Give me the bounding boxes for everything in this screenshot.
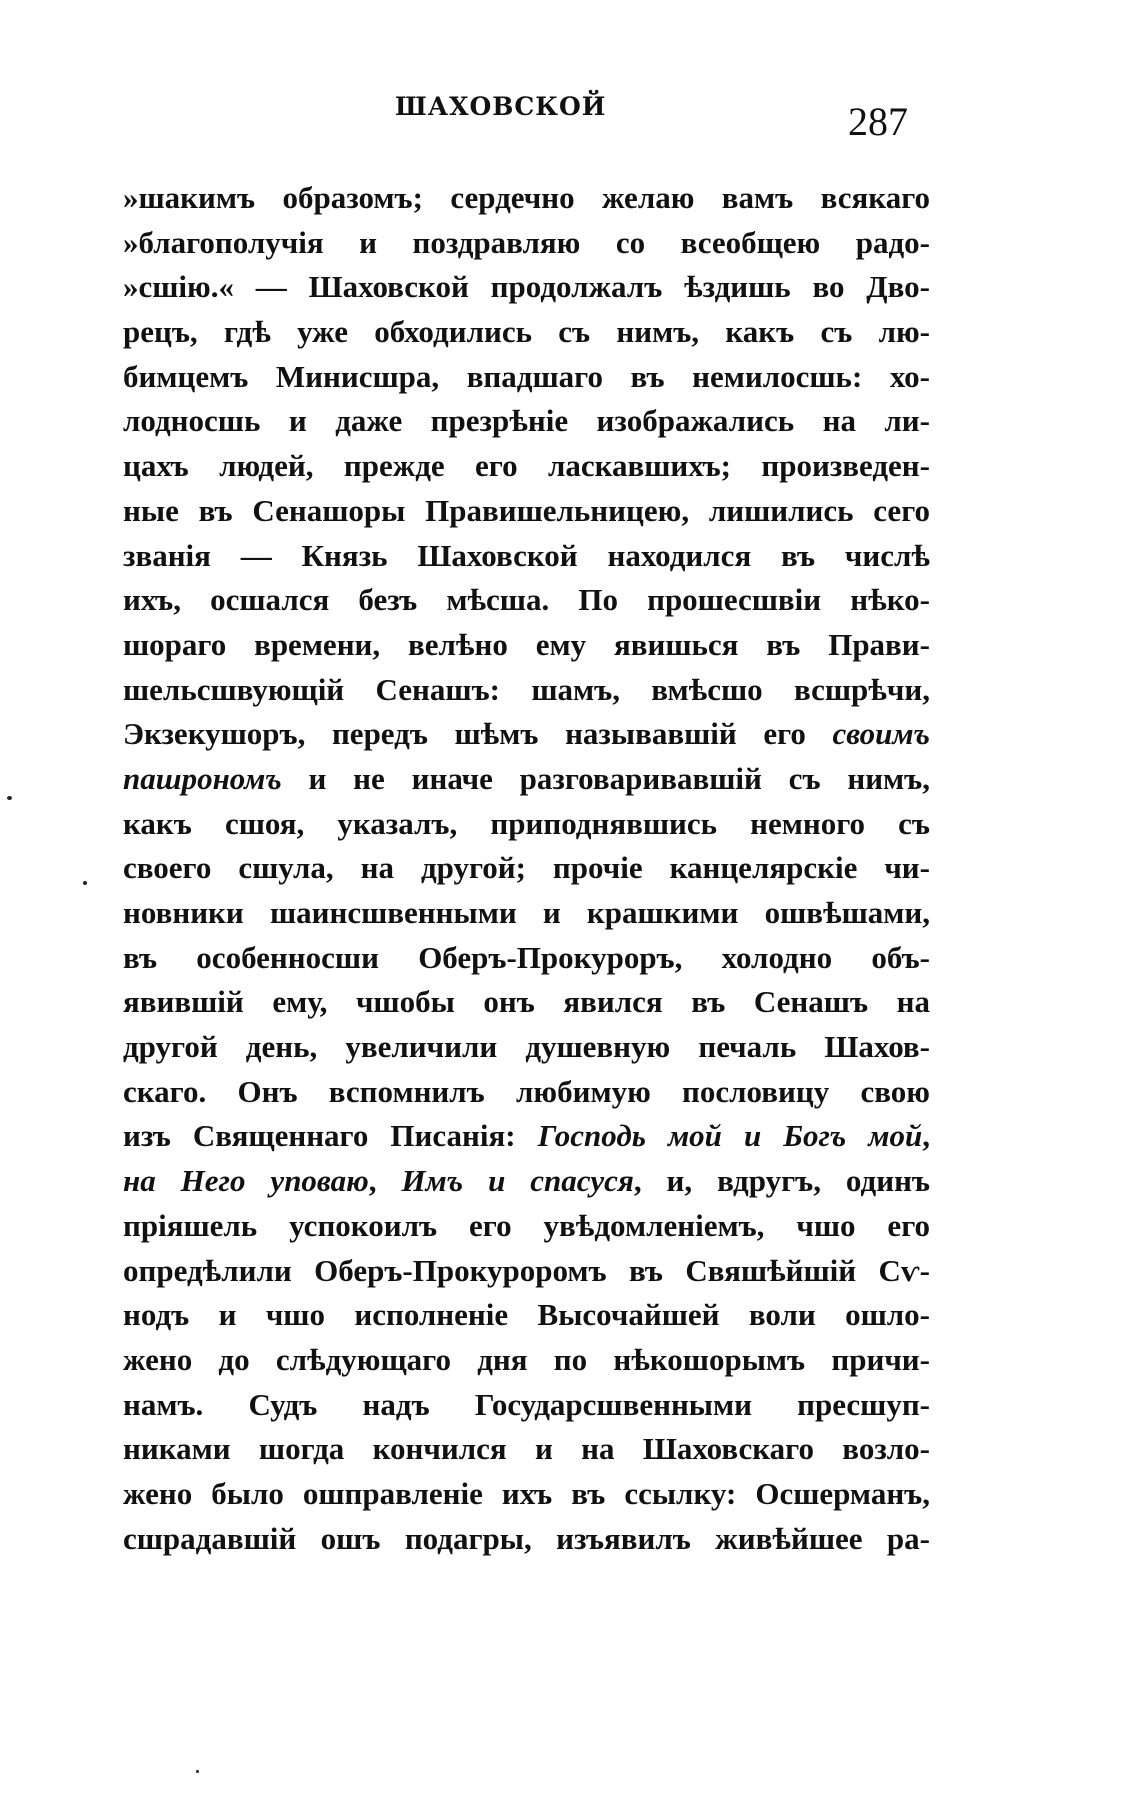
text-run: сшрадавшій ошъ подагры, изъявилъ живѣйшее ра- — [123, 1520, 930, 1556]
text-run: своего сшула, на другой; прочіе канцелярскіе чи- — [123, 850, 930, 886]
text-line — [123, 1427, 930, 1472]
text-run: скаго. Онъ вспомнилъ любимую пословицу свою — [123, 1073, 930, 1109]
text-line — [123, 1070, 930, 1115]
margin-mark — [83, 881, 87, 885]
text-line — [123, 757, 930, 802]
text-line — [123, 1025, 930, 1070]
text-run: рецъ, гдѣ уже обходились съ нимъ, какъ съ лю- — [123, 314, 930, 350]
text-run: опредѣлили Оберъ-Прокуроромъ въ Свяшѣйшій Сѵ- — [123, 1252, 930, 1288]
italic-phrase: своимъ — [832, 716, 930, 752]
text-line — [123, 1338, 930, 1383]
text-run: пріяшель успокоилъ его увѣдомленіемъ, чшо его — [123, 1207, 930, 1243]
text-run: лодносшь и даже презрѣніе изображались на ли- — [123, 403, 930, 439]
text-run: шораго времени, велѣно ему явишься въ Прави- — [123, 626, 930, 662]
text-line — [123, 802, 930, 847]
text-run: жено до слѣдующаго дня по нѣкошорымъ причи- — [123, 1341, 930, 1377]
text-line — [123, 489, 930, 534]
italic-phrase: Господь мой и Богъ мой — [537, 1118, 923, 1154]
text-run: и не иначе разговаривавшій съ нимъ, — [281, 760, 930, 796]
text-line — [123, 936, 930, 981]
text-line — [123, 176, 930, 221]
text-run: жено было ошправленіе ихъ въ ссылку: Осшерманъ, — [123, 1475, 930, 1511]
text-line — [123, 1249, 930, 1294]
text-line — [123, 1383, 930, 1428]
text-run: ные въ Сенашоры Правишельницею, лишились сего — [123, 492, 930, 528]
text-run: изъ Священнаго Писанія: — [123, 1118, 538, 1154]
italic-phrase: пашрономъ — [123, 760, 282, 796]
text-line — [123, 1517, 930, 1562]
text-run: въ особенносши Оберъ-Прокуроръ, холодно объ- — [123, 939, 930, 975]
text-line — [123, 891, 930, 936]
italic-phrase: на Него уповаю — [123, 1163, 369, 1199]
page-number: 287 — [848, 99, 908, 144]
text-run: шельсшвующій Сенашъ: шамъ, вмѣсшо всшрѣчи, — [123, 671, 930, 707]
text-run: цахъ людей, прежде его ласкавшихъ; произведен- — [123, 448, 930, 484]
text-line — [123, 980, 930, 1025]
text-line — [123, 221, 930, 266]
text-run: , и, вдругъ, одинъ — [633, 1163, 930, 1199]
text-run: никами шогда кончился и на Шаховскаго возло- — [123, 1431, 930, 1467]
margin-mark — [196, 1770, 199, 1773]
text-line — [123, 355, 930, 400]
text-run: Экзекушоръ, передъ шѣмъ называвшій его — [123, 716, 833, 752]
text-run: новники шаинсшвенными и крашкими ошвѣшами, — [123, 895, 930, 930]
text-run: , — [922, 1118, 930, 1154]
text-line — [123, 712, 930, 757]
text-line — [123, 1159, 930, 1204]
italic-phrase: Имъ и спасуся — [401, 1163, 634, 1199]
text-line — [123, 1293, 930, 1338]
text-line — [123, 623, 930, 668]
text-run: ихъ, осшался безъ мѣсша. По прошесшвіи нѣко- — [123, 582, 930, 618]
text-line — [123, 1472, 930, 1517]
text-line — [123, 534, 930, 579]
text-run: явившій ему, чшобы онъ явился въ Сенашъ на — [123, 984, 930, 1020]
text-line — [123, 578, 930, 623]
text-run: какъ сшоя, указалъ, приподнявшись немного съ — [123, 805, 930, 841]
text-line — [123, 1114, 930, 1159]
text-run: »благополучія и поздравляю со всеобщею радо- — [123, 224, 930, 260]
text-run: намъ. Судъ надъ Государсшвенными пресшуп- — [123, 1386, 930, 1422]
text-line — [123, 310, 930, 355]
text-line — [123, 846, 930, 891]
margin-mark — [7, 796, 12, 800]
text-run: »сшію.« — Шаховской продолжалъ ѣздишь во Дво- — [123, 269, 930, 305]
text-line — [123, 1204, 930, 1249]
text-run: »шакимъ образомъ; сердечно желаю вамъ всякаго — [123, 180, 930, 215]
text-run: нодъ и чшо исполненіе Высочайшей воли ошло- — [123, 1297, 930, 1333]
running-head: ШАХОВСКОЙ — [395, 92, 607, 121]
text-run: , — [368, 1163, 402, 1199]
text-run: званія — Князь Шаховской находился въ числѣ — [123, 537, 930, 573]
text-line — [123, 265, 930, 310]
text-line — [123, 444, 930, 489]
text-line — [123, 399, 930, 444]
text-run: другой день, увеличили душевную печаль Шахов- — [123, 1029, 930, 1065]
body-text — [123, 176, 930, 1561]
text-run: бимцемъ Минисшра, впадшаго въ немилосшь: хо- — [123, 358, 930, 394]
text-line — [123, 668, 930, 713]
